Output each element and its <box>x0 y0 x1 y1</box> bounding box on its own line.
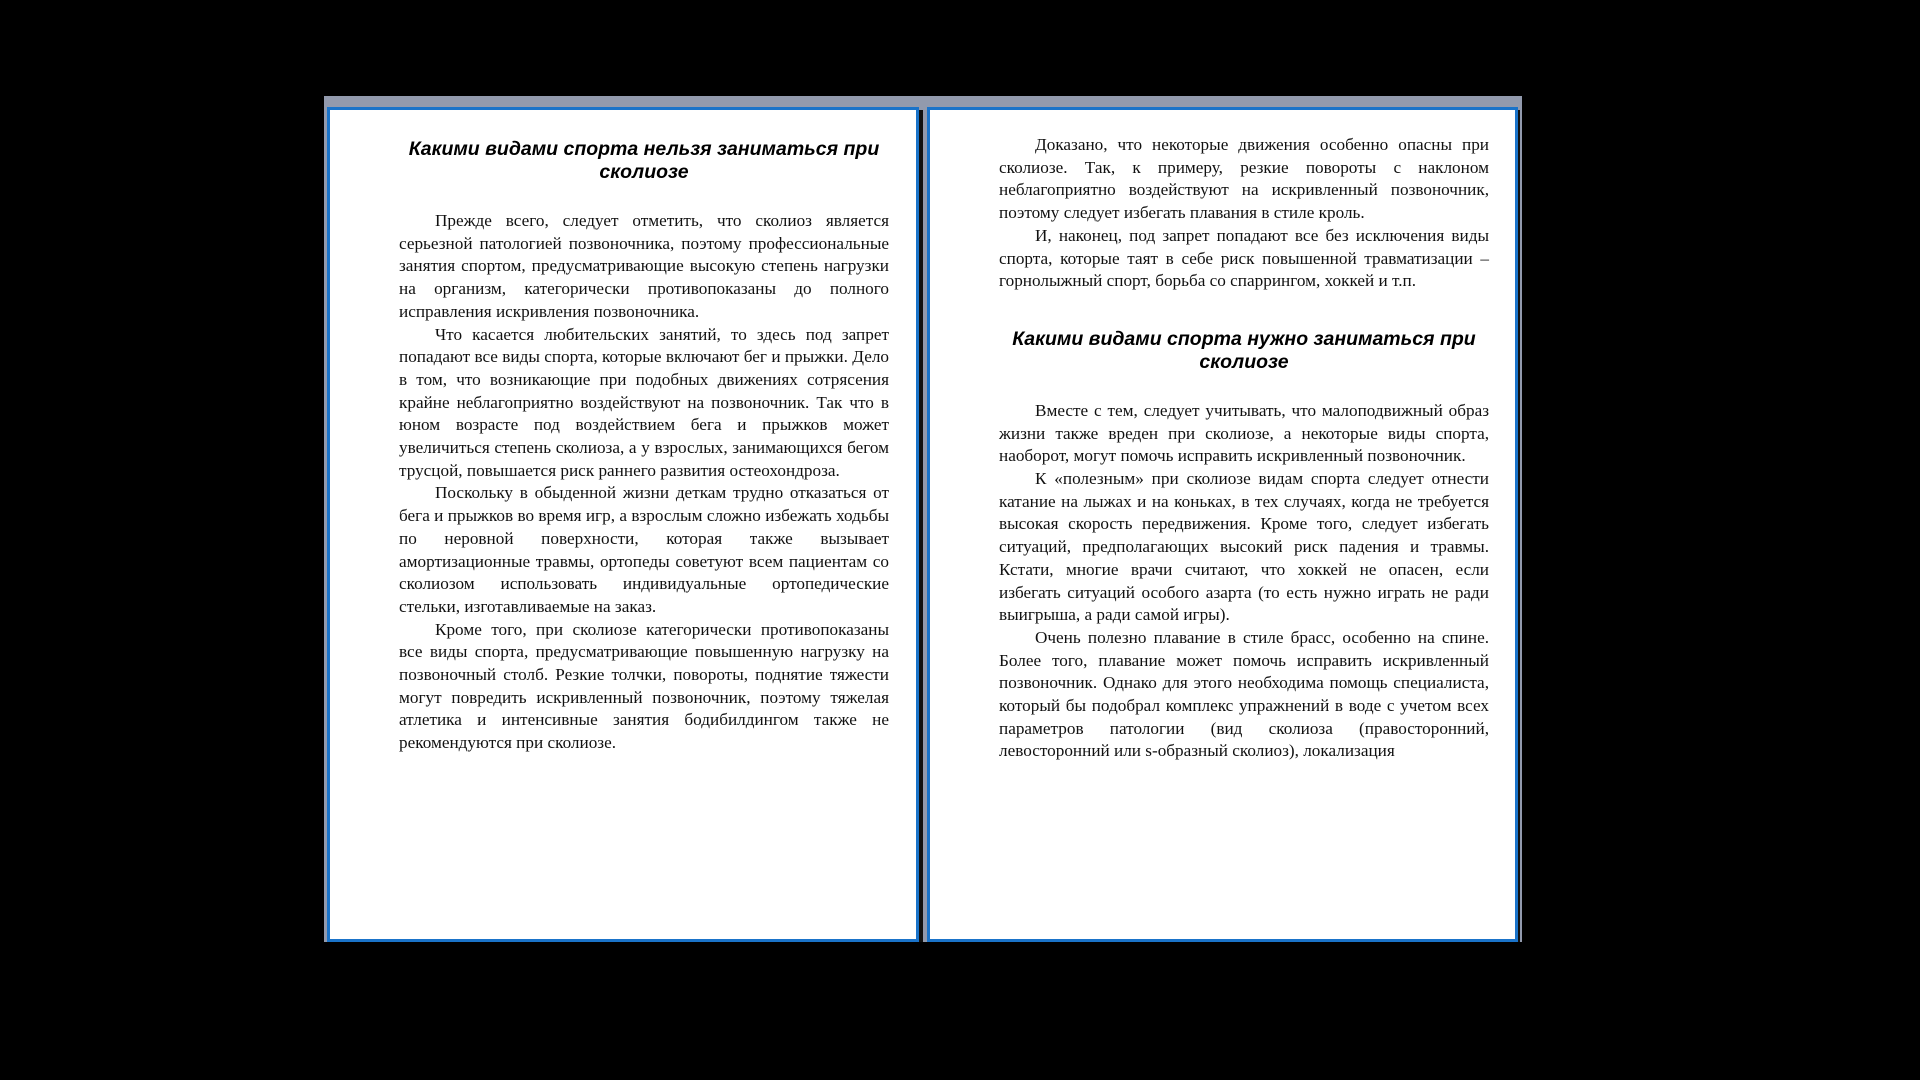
page-gap-shadow <box>919 110 923 942</box>
document-viewer <box>324 96 1522 942</box>
paragraph: Очень полезно плавание в стиле брасс, особенно на спине. Более того, плавание может помочь исправить искривленный позвоночник. Однако для этого необходима помощь специалиста, который бы подобрал комплекс упражнений в воде с учетом всех параметров патологии (вид сколиоза (правосторонний, левосторонний или s-образный сколиоз), локализация <box>999 627 1489 761</box>
page-1-content <box>399 138 889 755</box>
paragraph: Прежде всего, следует отметить, что сколиоз является серьезной патологией позвоночника, поэтому профессиональные занятия спортом, предусматривающие высокую степень нагрузки на организм, категорически противопоказаны до полного исправления искривления позвоночника. <box>399 211 889 321</box>
page-right-shadow <box>1518 110 1520 942</box>
page-2-content <box>999 134 1489 763</box>
paragraph: Что касается любительских занятий, то здесь под запрет попадают все виды спорта, которые включают бег и прыжки. Дело в том, что возникающие при подобных движениях сотрясения крайне неблагоприятно воздействуют на позвоночник. Так что в юном возрасте под воздействием бега и прыжков может увеличиться степень сколиоза, а у взрослых, занимающихся бегом трусцой, повышается риск раннего развития остеохондроза. <box>399 324 889 480</box>
paragraph: Доказано, что некоторые движения особенно опасны при сколиозе. Так, к примеру, резкие повороты с наклоном неблагоприятно воздействуют на искривленный позвоночник, поэтому следует избегать плавания в стиле кроль. <box>999 135 1489 223</box>
paragraph: Вместе с тем, следует учитывать, что малоподвижный образ жизни также вреден при сколиозе, а некоторые виды спорта, наоборот, могут помочь исправить искривленный позвоночник. <box>999 400 1489 466</box>
paragraph: Кроме того, при сколиозе категорически противопоказаны все виды спорта, предусматривающие повышенную нагрузку на позвоночный столб. Резкие толчки, повороты, поднятие тяжести могут повредить искривленный позвоночник, поэтому тяжелая атлетика и интенсивные занятия бодибилдингом также не рекомендуются при сколиозе. <box>399 619 889 753</box>
paragraph: К «полезным» при сколиозе видам спорта следует отнести катание на лыжах и на коньках, в тех случаях, когда не требуется высокая скорость передвижения. Кроме того, следует избегать ситуаций, предполагающих высокий риск падения и травмы. Кстати, многие врачи считают, что хоккей не опасен, если избегать ситуаций особого азарта (то есть нужно играть не ради выигрыша, а ради самой игры). <box>999 469 1489 625</box>
heading-recommended-sports: Какими видами спорта нужно заниматься при сколиозе <box>1012 327 1476 373</box>
page-1 <box>327 107 919 942</box>
heading-not-allowed-sports: Какими видами спорта нельзя заниматься при сколиозе <box>408 138 880 183</box>
page-2 <box>927 107 1518 942</box>
paragraph: Поскольку в обыденной жизни деткам трудно отказаться от бега и прыжков во время игр, а взрослым сложно избежать ходьбы по неровной поверхности, которая также вызывает амортизационные травмы, ортопеды советуют всем пациентам со сколиозом использовать индивидуальные ортопедические стельки, изготавливаемые на заказ. <box>399 483 889 616</box>
paragraph: И, наконец, под запрет попадают все без исключения виды спорта, которые таят в себе риск повышенной травматизации – горнолыжный спорт, борьба со спаррингом, хоккей и т.п. <box>999 225 1489 291</box>
